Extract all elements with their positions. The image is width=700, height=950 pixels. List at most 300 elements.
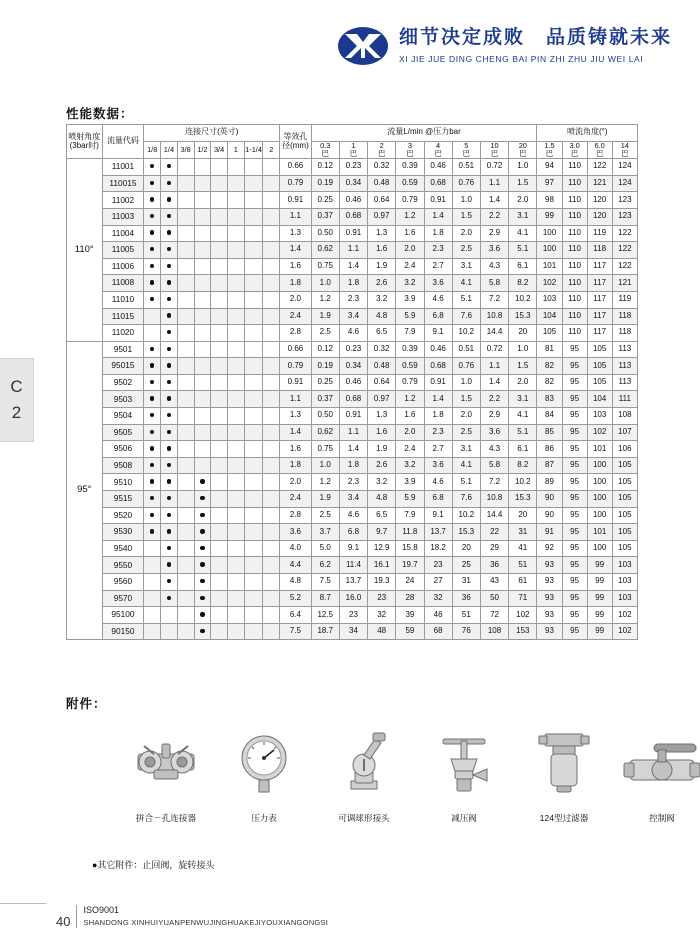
pressure-relief-valve-icon: [416, 716, 512, 808]
cell-spray-angle: 101: [537, 258, 562, 275]
connection-dot-icon: [167, 430, 171, 434]
cell-flow: 76: [452, 623, 480, 640]
cell-flow: 0.91: [424, 374, 452, 391]
xhy-logo-icon: [337, 26, 389, 64]
cell-connection: [194, 175, 211, 192]
connection-dot-icon: [167, 546, 171, 550]
cell-connection: [244, 325, 263, 342]
connection-dot-icon: [150, 347, 154, 351]
header-conn-size: 2: [263, 141, 280, 159]
cell-spray-angle: 82: [537, 374, 562, 391]
cell-code: 11015: [102, 308, 144, 325]
cell-spray-angle: 105: [587, 358, 612, 375]
cell-spray-angle: 95: [562, 491, 587, 508]
cell-flow: 1.3: [368, 225, 396, 242]
cell-connection: [227, 225, 244, 242]
cell-connection: [144, 507, 161, 524]
cell-flow: 1.1: [480, 175, 508, 192]
cell-flow: 7.9: [396, 507, 424, 524]
cell-flow: 39: [396, 607, 424, 624]
cell-flow: 16.1: [368, 557, 396, 574]
table-row: [67, 441, 638, 458]
accessory-item: [614, 716, 700, 824]
cell-flow: 1.6: [368, 424, 396, 441]
cell-orifice: 0.91: [280, 374, 311, 391]
cell-connection: [211, 159, 228, 176]
cell-flow: 6.5: [368, 325, 396, 342]
cell-spray-angle: 105: [587, 341, 612, 358]
cell-flow: 2.0: [509, 374, 537, 391]
cell-flow: 0.68: [339, 208, 367, 225]
cell-spray-angle: 90: [537, 491, 562, 508]
cell-flow: 72: [480, 607, 508, 624]
connection-dot-icon: [167, 280, 171, 284]
cell-connection: [211, 208, 228, 225]
cell-connection: [194, 474, 211, 491]
cell-connection: [161, 242, 178, 259]
cell-spray-angle: 121: [587, 175, 612, 192]
cell-connection: [263, 325, 280, 342]
cell-spray-angle: 95: [562, 607, 587, 624]
cell-flow: 2.0: [452, 225, 480, 242]
cell-connection: [144, 557, 161, 574]
cell-connection: [244, 623, 263, 640]
cell-connection: [161, 159, 178, 176]
table-row: [67, 159, 638, 176]
cell-connection: [144, 607, 161, 624]
cell-connection: [263, 574, 280, 591]
cell-flow: 1.6: [396, 225, 424, 242]
cell-spray-angle: 110: [562, 192, 587, 209]
table-row: [67, 474, 638, 491]
connection-dot-icon: [200, 479, 204, 483]
cell-connection: [161, 457, 178, 474]
connection-dot-icon: [150, 247, 154, 251]
cell-connection: [244, 258, 263, 275]
cell-flow: 4.8: [368, 308, 396, 325]
connection-dot-icon: [150, 396, 154, 400]
cell-connection: [263, 408, 280, 425]
cell-flow: 59: [396, 623, 424, 640]
cell-code: 11006: [102, 258, 144, 275]
cell-code: 9550: [102, 557, 144, 574]
cell-flow: 2.0: [396, 424, 424, 441]
cell-connection: [263, 424, 280, 441]
cell-orifice: 5.2: [280, 590, 311, 607]
cell-connection: [227, 275, 244, 292]
cell-connection: [144, 208, 161, 225]
footer-rule: [0, 903, 46, 904]
connection-dot-icon: [167, 230, 171, 234]
cell-flow: 108: [480, 623, 508, 640]
cell-flow: 31: [452, 574, 480, 591]
cell-connection: [194, 291, 211, 308]
cell-connection: [177, 424, 194, 441]
cell-orifice: 1.8: [280, 275, 311, 292]
cell-flow: 23: [339, 607, 367, 624]
cell-spray-angle: 102: [612, 607, 637, 624]
cell-spray-angle: 122: [612, 242, 637, 259]
cell-connection: [211, 308, 228, 325]
cell-spray-angle: 100: [537, 225, 562, 242]
cell-flow: 2.3: [424, 424, 452, 441]
cell-connection: [244, 208, 263, 225]
cell-flow: 6.2: [311, 557, 339, 574]
cell-flow: 2.9: [480, 408, 508, 425]
cell-flow: 0.91: [339, 225, 367, 242]
cell-flow: 4.1: [452, 457, 480, 474]
header-row-subs: [67, 141, 638, 159]
cell-flow: 4.1: [452, 275, 480, 292]
cell-connection: [227, 242, 244, 259]
cell-spray-angle: 122: [612, 258, 637, 275]
cell-spray-angle: 91: [537, 524, 562, 541]
cell-spray-angle: 105: [612, 540, 637, 557]
cell-code: 9505: [102, 424, 144, 441]
page-footer: [56, 905, 328, 928]
cell-spray-angle: 94: [537, 159, 562, 176]
cell-spray-angle: 99: [587, 557, 612, 574]
cell-flow: 4.6: [339, 325, 367, 342]
cell-flow: 0.19: [311, 358, 339, 375]
cell-spray-angle: 118: [587, 242, 612, 259]
accessory-label: 拼合－孔连接器: [135, 813, 197, 823]
cell-flow: 10.8: [480, 491, 508, 508]
cell-flow: 0.39: [396, 341, 424, 358]
cell-flow: 0.46: [424, 341, 452, 358]
cell-connection: [211, 524, 228, 541]
cell-flow: 0.79: [396, 374, 424, 391]
connection-dot-icon: [150, 264, 154, 268]
connection-dot-icon: [150, 230, 154, 234]
cell-flow: 34: [339, 623, 367, 640]
cell-flow: 0.91: [339, 408, 367, 425]
cell-spray-angle: 95: [562, 557, 587, 574]
cell-connection: [177, 175, 194, 192]
cell-connection: [211, 258, 228, 275]
cell-connection: [194, 441, 211, 458]
cell-connection: [211, 291, 228, 308]
cell-connection: [144, 540, 161, 557]
cell-spray-angle: 105: [612, 524, 637, 541]
cell-flow: 1.9: [368, 258, 396, 275]
cell-connection: [244, 557, 263, 574]
connection-dot-icon: [167, 330, 171, 334]
connection-dot-icon: [167, 197, 171, 201]
cell-connection: [263, 507, 280, 524]
cell-connection: [227, 159, 244, 176]
cell-connection: [227, 574, 244, 591]
cell-flow: 2.5: [452, 424, 480, 441]
cell-connection: [194, 590, 211, 607]
cell-flow: 0.97: [368, 391, 396, 408]
cell-flow: 11.8: [396, 524, 424, 541]
cell-flow: 2.2: [480, 208, 508, 225]
cell-connection: [144, 424, 161, 441]
cell-connection: [227, 557, 244, 574]
cell-orifice: 1.6: [280, 258, 311, 275]
cell-flow: 0.32: [368, 159, 396, 176]
cell-flow: 36: [480, 557, 508, 574]
cell-flow: 0.68: [424, 175, 452, 192]
cell-connection: [244, 225, 263, 242]
cell-spray-angle: 95: [562, 341, 587, 358]
cell-connection: [144, 341, 161, 358]
section-tab-line2: 2: [11, 403, 22, 422]
cell-flow: 0.23: [339, 341, 367, 358]
cell-code: 11003: [102, 208, 144, 225]
header-pressure: 2 巴: [368, 141, 396, 159]
cell-connection: [211, 441, 228, 458]
cell-flow: 1.8: [339, 275, 367, 292]
cell-connection: [263, 358, 280, 375]
cell-flow: 61: [509, 574, 537, 591]
cell-spray-angle: 98: [537, 192, 562, 209]
cell-flow: 10.2: [452, 325, 480, 342]
cell-connection: [177, 225, 194, 242]
cell-spray-angle: 121: [612, 275, 637, 292]
cell-flow: 0.51: [452, 159, 480, 176]
cell-flow: 0.25: [311, 374, 339, 391]
cell-flow: 43: [480, 574, 508, 591]
cell-connection: [263, 524, 280, 541]
cell-spray-angle: 103: [612, 590, 637, 607]
cell-connection: [177, 358, 194, 375]
cell-orifice: 2.8: [280, 325, 311, 342]
footer-iso: ISO9001: [83, 905, 119, 915]
cell-connection: [161, 192, 178, 209]
cell-connection: [194, 159, 211, 176]
cell-connection: [144, 275, 161, 292]
cell-flow: 15.8: [396, 540, 424, 557]
cell-connection: [244, 574, 263, 591]
cell-flow: 0.12: [311, 159, 339, 176]
cell-flow: 5.1: [452, 474, 480, 491]
cell-connection: [161, 275, 178, 292]
cell-spray-angle: 123: [612, 208, 637, 225]
cell-spray-angle: 110: [562, 159, 587, 176]
connection-dot-icon: [167, 247, 171, 251]
cell-connection: [144, 623, 161, 640]
cell-flow: 6.8: [424, 308, 452, 325]
cell-connection: [161, 374, 178, 391]
cell-flow: 16.0: [339, 590, 367, 607]
cell-spray-angle: 89: [537, 474, 562, 491]
connection-dot-icon: [150, 297, 154, 301]
table-row: [67, 308, 638, 325]
cell-spray-angle: 108: [612, 408, 637, 425]
connection-dot-icon: [150, 363, 154, 367]
brand-name-en: XI JIE JUE DING CHENG BAI PIN ZHI ZHU JIU WEI LAI: [398, 54, 644, 64]
cell-orifice: 1.4: [280, 424, 311, 441]
cell-connection: [227, 192, 244, 209]
cell-connection: [144, 325, 161, 342]
cell-flow: 14.4: [480, 325, 508, 342]
cell-flow: 1.9: [368, 441, 396, 458]
connection-dot-icon: [150, 164, 154, 168]
cell-connection: [211, 491, 228, 508]
cell-flow: 20: [452, 540, 480, 557]
cell-flow: 1.0: [509, 159, 537, 176]
cell-orifice: 0.79: [280, 358, 311, 375]
cell-flow: 4.6: [424, 474, 452, 491]
cell-connection: [161, 258, 178, 275]
cell-connection: [144, 491, 161, 508]
connection-dot-icon: [150, 197, 154, 201]
cell-flow: 1.5: [509, 358, 537, 375]
cell-spray-angle: 124: [612, 175, 637, 192]
cell-flow: 51: [509, 557, 537, 574]
cell-flow: 19.3: [368, 574, 396, 591]
connection-dot-icon: [167, 347, 171, 351]
cell-spray-angle: 102: [612, 623, 637, 640]
cell-flow: 25: [452, 557, 480, 574]
cell-connection: [161, 623, 178, 640]
cell-flow: 0.48: [368, 358, 396, 375]
cell-flow: 3.2: [396, 275, 424, 292]
cell-flow: 1.9: [311, 308, 339, 325]
cell-flow: 2.6: [368, 275, 396, 292]
cell-connection: [227, 308, 244, 325]
cell-connection: [194, 623, 211, 640]
cell-spray-angle: 119: [612, 291, 637, 308]
cell-flow: 0.34: [339, 175, 367, 192]
cell-spray-angle: 113: [612, 341, 637, 358]
cell-connection: [263, 374, 280, 391]
cell-connection: [227, 491, 244, 508]
cell-flow: 2.3: [339, 291, 367, 308]
cell-flow: 29: [480, 540, 508, 557]
cell-connection: [211, 574, 228, 591]
cell-connection: [161, 308, 178, 325]
cell-code: 11001: [102, 159, 144, 176]
cell-flow: 9.1: [339, 540, 367, 557]
cell-connection: [263, 275, 280, 292]
cell-flow: 1.1: [339, 424, 367, 441]
cell-connection: [227, 258, 244, 275]
cell-flow: 0.64: [368, 192, 396, 209]
connection-dot-icon: [167, 479, 171, 483]
cell-flow: 1.6: [368, 242, 396, 259]
cell-code: 11008: [102, 275, 144, 292]
header-pressure: 3 巴: [396, 141, 424, 159]
cell-spray-angle: 100: [587, 474, 612, 491]
performance-table: [66, 124, 638, 640]
cell-connection: [177, 491, 194, 508]
cell-connection: [227, 208, 244, 225]
cell-orifice: 6.4: [280, 607, 311, 624]
cell-connection: [194, 408, 211, 425]
cell-spray-angle: 123: [612, 192, 637, 209]
cell-spray-angle: 99: [587, 590, 612, 607]
cell-connection: [211, 192, 228, 209]
cell-flow: 0.12: [311, 341, 339, 358]
cell-spray-angle: 105: [612, 474, 637, 491]
cell-connection: [161, 341, 178, 358]
cell-flow: 2.5: [311, 325, 339, 342]
cell-connection: [144, 242, 161, 259]
cell-connection: [244, 441, 263, 458]
cell-code: 9501: [102, 341, 144, 358]
cell-connection: [144, 175, 161, 192]
cell-flow: 12.5: [311, 607, 339, 624]
cell-spray-angle: 95: [562, 507, 587, 524]
cell-connection: [244, 358, 263, 375]
cell-flow: 1.8: [339, 457, 367, 474]
cell-connection: [161, 474, 178, 491]
cell-orifice: 3.6: [280, 524, 311, 541]
cell-flow: 1.0: [311, 275, 339, 292]
cell-flow: 0.37: [311, 391, 339, 408]
cell-flow: 0.39: [396, 159, 424, 176]
cell-spray-angle: 100: [587, 457, 612, 474]
header-conn-size: 1/8: [144, 141, 161, 159]
cell-flow: 3.1: [509, 391, 537, 408]
connection-dot-icon: [200, 612, 204, 616]
cell-flow: 11.4: [339, 557, 367, 574]
connection-dot-icon: [167, 313, 171, 317]
cell-flow: 2.2: [480, 391, 508, 408]
cell-flow: 1.5: [509, 175, 537, 192]
cell-orifice: 2.0: [280, 291, 311, 308]
cell-orifice: 2.0: [280, 474, 311, 491]
cell-flow: 19.7: [396, 557, 424, 574]
cell-connection: [211, 242, 228, 259]
cell-code: 9502: [102, 374, 144, 391]
table-row: [67, 175, 638, 192]
cell-flow: 1.1: [480, 358, 508, 375]
cell-flow: 2.5: [311, 507, 339, 524]
header-spray-pressure: 1.5 巴: [537, 141, 562, 159]
cell-orifice: 0.66: [280, 159, 311, 176]
connection-dot-icon: [150, 496, 154, 500]
connection-dot-icon: [200, 629, 204, 633]
cell-connection: [177, 341, 194, 358]
cell-connection: [144, 291, 161, 308]
cell-connection: [161, 391, 178, 408]
cell-spray-angle: 110: [562, 308, 587, 325]
cell-flow: 7.5: [311, 574, 339, 591]
cell-connection: [194, 457, 211, 474]
cell-spray-angle: 110: [562, 275, 587, 292]
cell-connection: [177, 590, 194, 607]
cell-connection: [194, 358, 211, 375]
cell-connection: [227, 441, 244, 458]
cell-connection: [161, 574, 178, 591]
cell-spray-angle: 95: [562, 457, 587, 474]
cell-flow: 50: [480, 590, 508, 607]
cell-flow: 31: [509, 524, 537, 541]
section-tab-line1: C: [10, 377, 23, 396]
cell-connection: [227, 291, 244, 308]
cell-flow: 6.8: [424, 491, 452, 508]
table-row: [67, 325, 638, 342]
cell-connection: [194, 242, 211, 259]
cell-connection: [211, 474, 228, 491]
cell-spray-angle: 117: [587, 291, 612, 308]
cell-flow: 0.46: [424, 159, 452, 176]
cell-connection: [244, 524, 263, 541]
table-row: [67, 524, 638, 541]
cell-connection: [244, 474, 263, 491]
cell-flow: 1.0: [452, 192, 480, 209]
table-row: [67, 590, 638, 607]
cell-connection: [244, 507, 263, 524]
cell-connection: [211, 457, 228, 474]
cell-flow: 7.6: [452, 491, 480, 508]
header-orifice: 等效孔径(mm): [280, 125, 311, 159]
cell-spray-angle: 95: [562, 408, 587, 425]
